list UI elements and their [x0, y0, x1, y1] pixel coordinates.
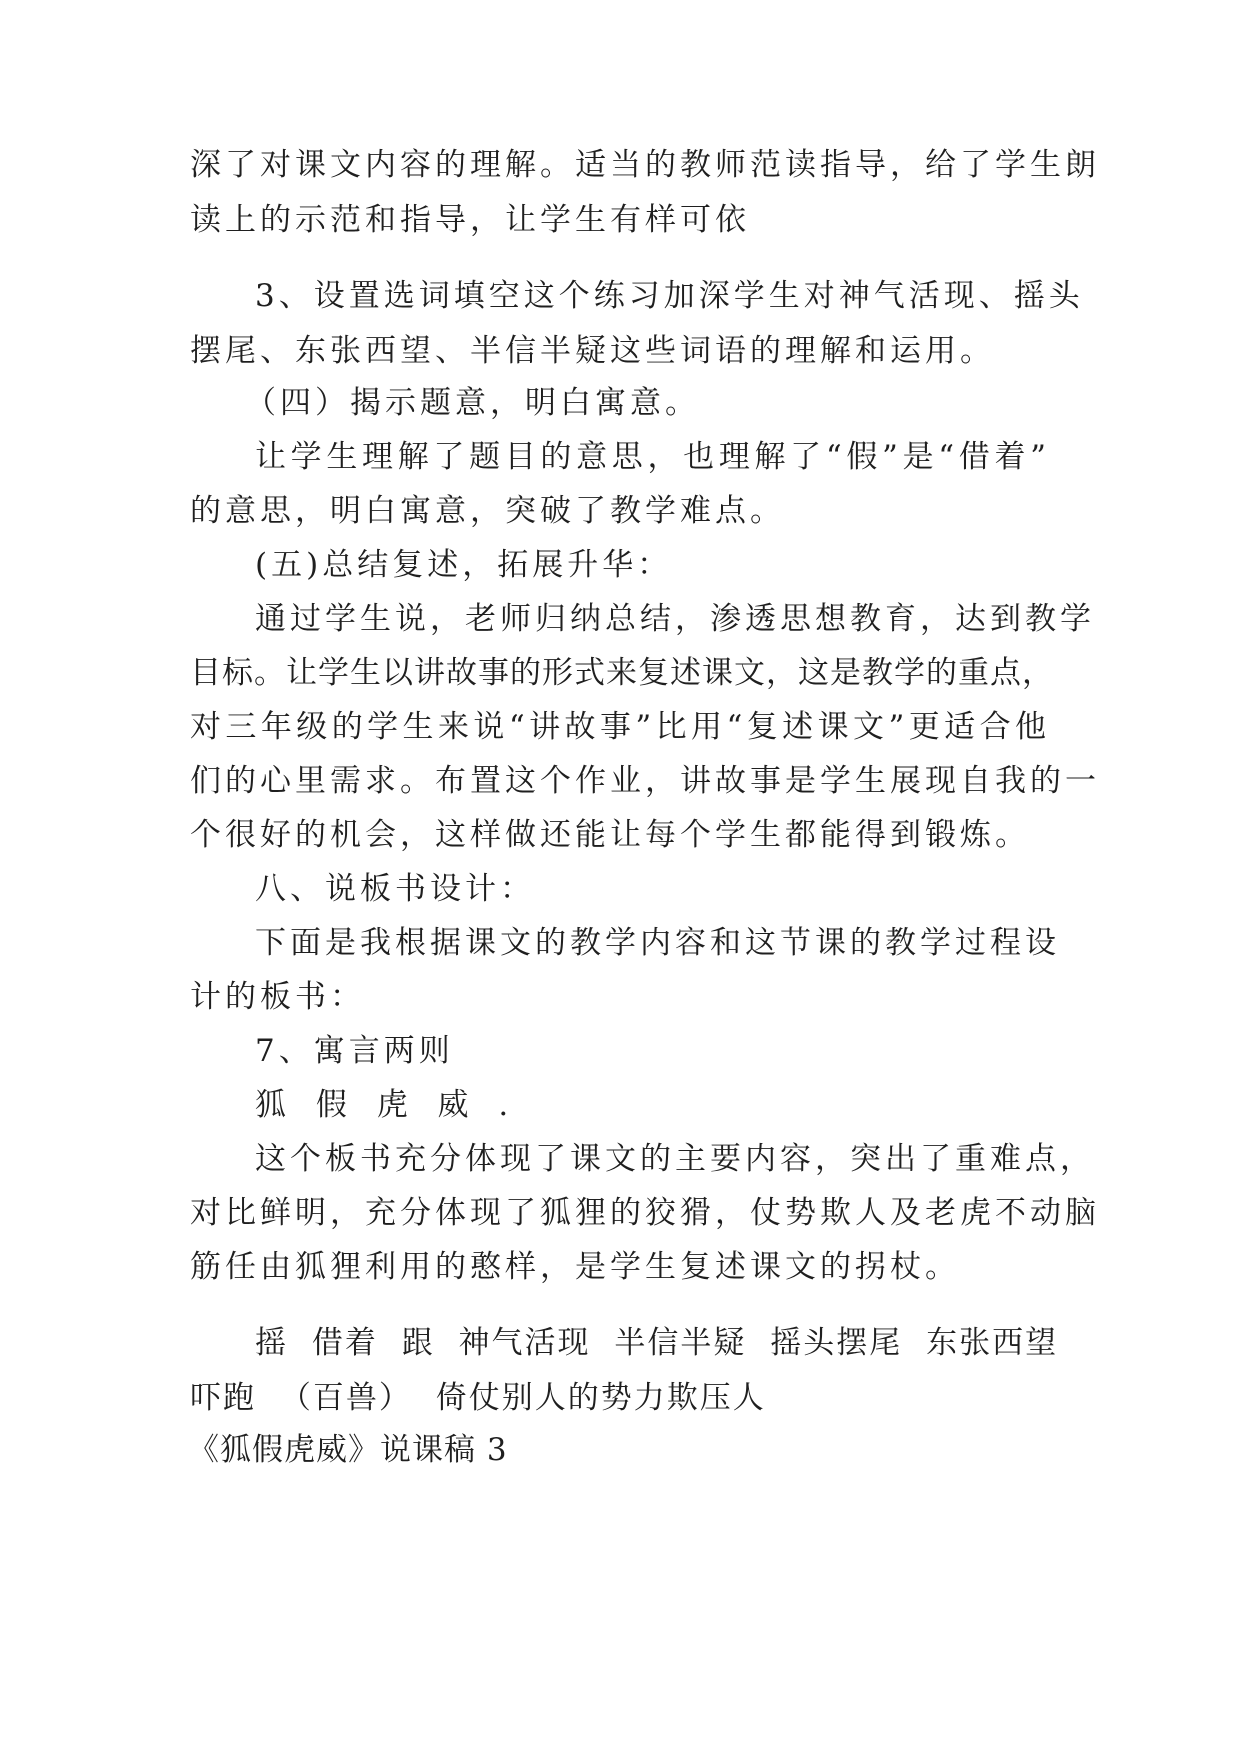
paragraph-line: 通过学生说，老师归纳总结，渗透思想教育，达到教学	[255, 601, 1095, 637]
paragraph-line: 下面是我根据课文的教学内容和这节课的教学过程设	[255, 925, 1060, 961]
paragraph-line: 们的心里需求。布置这个作业，讲故事是学生展现自我的一	[190, 763, 1100, 799]
paragraph-line: 对比鲜明，充分体现了狐狸的狡猾，仗势欺人及老虎不动脑	[190, 1195, 1100, 1231]
paragraph-line: 读上的示范和指导，让学生有样可依	[190, 202, 750, 238]
paragraph-line: 深了对课文内容的理解。适当的教师范读指导，给了学生朗	[190, 147, 1100, 183]
paragraph-line: 这个板书充分体现了课文的主要内容，突出了重难点，	[255, 1141, 1095, 1177]
board-keywords: 吓跑 （百兽） 倚仗别人的势力欺压人	[190, 1380, 766, 1416]
paragraph-line: 摆尾、东张西望、半信半疑这些词语的理解和运用。	[190, 333, 995, 369]
paragraph-line: 对三年级的学生来说“讲故事”比用“复述课文”更适合他	[190, 709, 1050, 745]
section-heading: （四）揭示题意，明白寓意。	[245, 385, 700, 421]
board-heading: 狐 假 虎 威 .	[255, 1087, 519, 1123]
board-keywords: 摇 借着 跟 神气活现 半信半疑 摇头摆尾 东张西望	[255, 1325, 1059, 1361]
document-title: 《狐假虎威》说课稿 3	[188, 1432, 508, 1468]
paragraph-line: 的意思，明白寓意，突破了教学难点。	[190, 493, 785, 529]
paragraph-line: 3、设置选词填空这个练习加深学生对神气活现、摇头	[255, 278, 1084, 314]
board-title: 7、寓言两则	[255, 1033, 454, 1069]
paragraph-line: 让学生理解了题目的意思，也理解了“假”是“借着”	[255, 439, 1050, 475]
paragraph-line: 目标。让学生以讲故事的形式来复述课文，这是教学的重点，	[190, 655, 1054, 691]
paragraph-line: 计的板书：	[190, 979, 365, 1015]
paragraph-line: 筋任由狐狸利用的憨样，是学生复述课文的拐杖。	[190, 1249, 960, 1285]
section-heading: 八、说板书设计：	[255, 871, 535, 907]
paragraph-line: 个很好的机会，这样做还能让每个学生都能得到锻炼。	[190, 817, 1030, 853]
section-heading: (五)总结复述，拓展升华：	[255, 547, 673, 583]
